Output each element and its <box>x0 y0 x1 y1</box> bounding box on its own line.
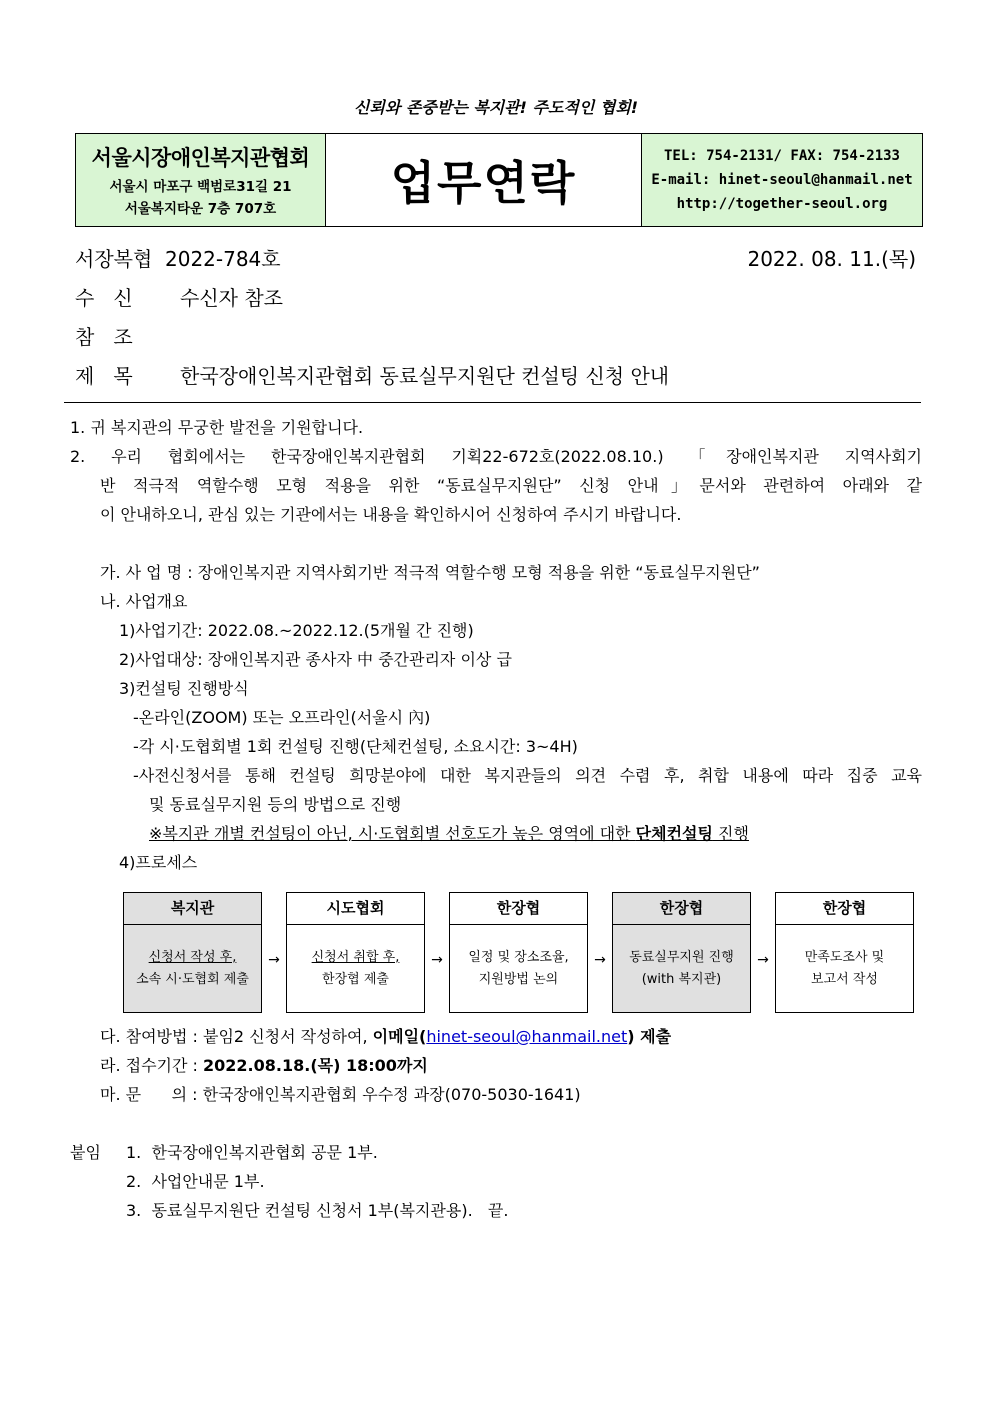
arrow-right-icon: → <box>757 952 769 968</box>
process-step-desc <box>776 925 913 1012</box>
para-1: 1. 귀 복지관의 무궁한 발전을 기원합니다. <box>70 418 364 437</box>
arrow-right-icon: → <box>431 952 443 968</box>
process-step-desc <box>613 925 750 1012</box>
item-ra <box>100 1051 922 1080</box>
subject-value: 한국장애인복지관협회 동료실무지원단 컨설팅 신청 안내 <box>180 364 670 388</box>
contact-block <box>642 134 922 226</box>
attachment-label: 붙임 <box>70 1143 101 1162</box>
item-n4: 4)프로세스 <box>119 853 198 872</box>
process-step-title: 한장협 <box>776 893 913 925</box>
note-emphasis: 단체컨설팅 <box>635 824 713 843</box>
details <box>100 558 922 877</box>
item-ga: 가. 사 업 명 : 장애인복지관 지역사회기반 적극적 역할수행 모형 적용을 위한 “동료실무지원단” <box>100 563 760 582</box>
process-step-line-2: 한장협 제출 <box>322 971 389 987</box>
item-n2: 2)사업대상: 장애인복지관 종사자 中 중간관리자 이상 급 <box>119 650 512 669</box>
reference-row <box>75 321 921 350</box>
subject-label: 제 목 <box>75 364 133 388</box>
letterhead <box>75 133 923 227</box>
process-step-line-1: 신청서 취합 후, <box>311 949 400 965</box>
attachment-3: 3. 동료실무지원단 컨설팅 신청서 1부(복지관용). 끝. <box>126 1201 509 1220</box>
para-2-line-3: 이 안내하오니, 관심 있는 기관에서는 내용을 확인하시어 신청하여 주시기 바랍니다. <box>100 505 682 524</box>
doc-number: 서장복협 2022-784호 <box>75 247 281 271</box>
process-step-title: 복지관 <box>124 893 261 925</box>
attachment-2: 2. 사업안내문 1부. <box>126 1172 265 1191</box>
closing-items <box>100 1022 922 1109</box>
recipient-row <box>75 282 921 311</box>
process-step-3 <box>449 892 588 1013</box>
process-step-line-1: 동료실무지원 진행 <box>629 949 734 965</box>
process-step-line-2: (with 복지관) <box>641 971 722 987</box>
process-step-line-1: 일정 및 장소조율, <box>468 949 569 965</box>
note-text-a: ※복지관 개별 컨설팅이 아닌, 시·도협회별 선호도가 높은 영역에 대한 <box>149 824 636 843</box>
item-n3: 3)컨설팅 진행방식 <box>119 679 249 698</box>
item-da <box>100 1022 922 1051</box>
note-line <box>100 819 922 848</box>
item-n3c-line-1: -사전신청서를 통해 컨설팅 희망분야에 대한 복지관들의 의견 수렴 후, 취합 내용에 따라 집중 교육 <box>133 766 922 785</box>
item-na: 나. 사업개요 <box>100 592 188 611</box>
item-n1: 1)사업기간: 2022.08.~2022.12.(5개월 간 진행) <box>119 621 474 640</box>
da-text: 다. 참여방법 : 붙임2 신청서 작성하여, <box>100 1027 373 1046</box>
para-2-line-2: 반 적극적 역할수행 모형 적용을 위한 “동료실무지원단” 신청 안내」문서와 관련하여 아래와 같 <box>100 476 922 495</box>
arrow-right-icon: → <box>268 952 280 968</box>
process-flow <box>123 892 912 1012</box>
contact-email: E-mail: hinet-seoul@hanmail.net <box>651 172 913 188</box>
process-step-desc <box>124 925 261 1012</box>
recipient-value: 수신자 참조 <box>180 286 283 310</box>
process-step-title: 시도협회 <box>287 893 424 925</box>
process-step-line-2: 보고서 작성 <box>811 971 878 987</box>
process-step-desc <box>287 925 424 1012</box>
attachments <box>70 1138 922 1225</box>
ra-deadline: 2022.08.18.(목) 18:00까지 <box>203 1056 428 1075</box>
reference-label: 참 조 <box>75 325 133 349</box>
process-step-1 <box>123 892 262 1013</box>
document-type: 업무연락 <box>326 134 642 226</box>
divider <box>64 402 921 403</box>
process-step-4 <box>612 892 751 1013</box>
para-2-line-1: 2. 우리 협회에서는 한국장애인복지관협회 기획22-672호(2022.08.10.) 「장애인복지관 지역사회기 <box>70 447 922 466</box>
doc-number-row <box>75 243 921 272</box>
process-step-line-2: 소속 시·도협회 제출 <box>136 971 249 987</box>
process-step-5 <box>775 892 914 1013</box>
process-step-line-2: 지원방법 논의 <box>478 971 559 987</box>
org-address-1: 서울시 마포구 백범로31길 21 <box>109 179 292 195</box>
process-step-2 <box>286 892 425 1013</box>
item-n3b: -각 시·도협회별 1회 컨설팅 진행(단체컨설팅, 소요시간: 3~4H) <box>133 737 578 756</box>
org-name: 서울시장애인복지관협회 <box>91 146 310 170</box>
ra-text: 라. 접수기간 : <box>100 1056 204 1075</box>
process-step-line-1: 신청서 작성 후, <box>148 949 237 965</box>
item-n3a: -온라인(ZOOM) 또는 오프라인(서울시 內) <box>133 708 431 727</box>
org-block <box>76 134 326 226</box>
subject-row <box>75 360 921 389</box>
slogan: 신뢰와 존중받는 복지관! 주도적인 협회! <box>353 98 639 117</box>
attachment-1: 1. 한국장애인복지관협회 공문 1부. <box>126 1143 378 1162</box>
da-suffix: ) 제출 <box>627 1027 672 1046</box>
note-text-c: 진행 <box>712 824 749 843</box>
item-ma: 마. 문 의 : 한국장애인복지관협회 우수정 과장(070-5030-1641) <box>100 1085 581 1104</box>
process-step-title: 한장협 <box>450 893 587 925</box>
org-address-2: 서울복지타운 7층 707호 <box>124 201 277 217</box>
doc-date: 2022. 08. 11.(목) <box>747 247 916 271</box>
email-link[interactable]: hinet-seoul@hanmail.net <box>426 1027 628 1046</box>
process-step-title: 한장협 <box>613 893 750 925</box>
process-step-line-1: 만족도조사 및 <box>804 949 885 965</box>
contact-url[interactable]: http://together-seoul.org <box>676 196 888 212</box>
arrow-right-icon: → <box>594 952 606 968</box>
process-step-desc <box>450 925 587 1012</box>
recipient-label: 수 신 <box>75 286 133 310</box>
item-n3c-line-2: 및 동료실무지원 등의 방법으로 진행 <box>149 795 402 814</box>
body-text <box>70 413 922 529</box>
da-email-prefix: 이메일( <box>372 1027 427 1046</box>
contact-tel: TEL: 754-2131/ FAX: 754-2133 <box>663 148 900 164</box>
